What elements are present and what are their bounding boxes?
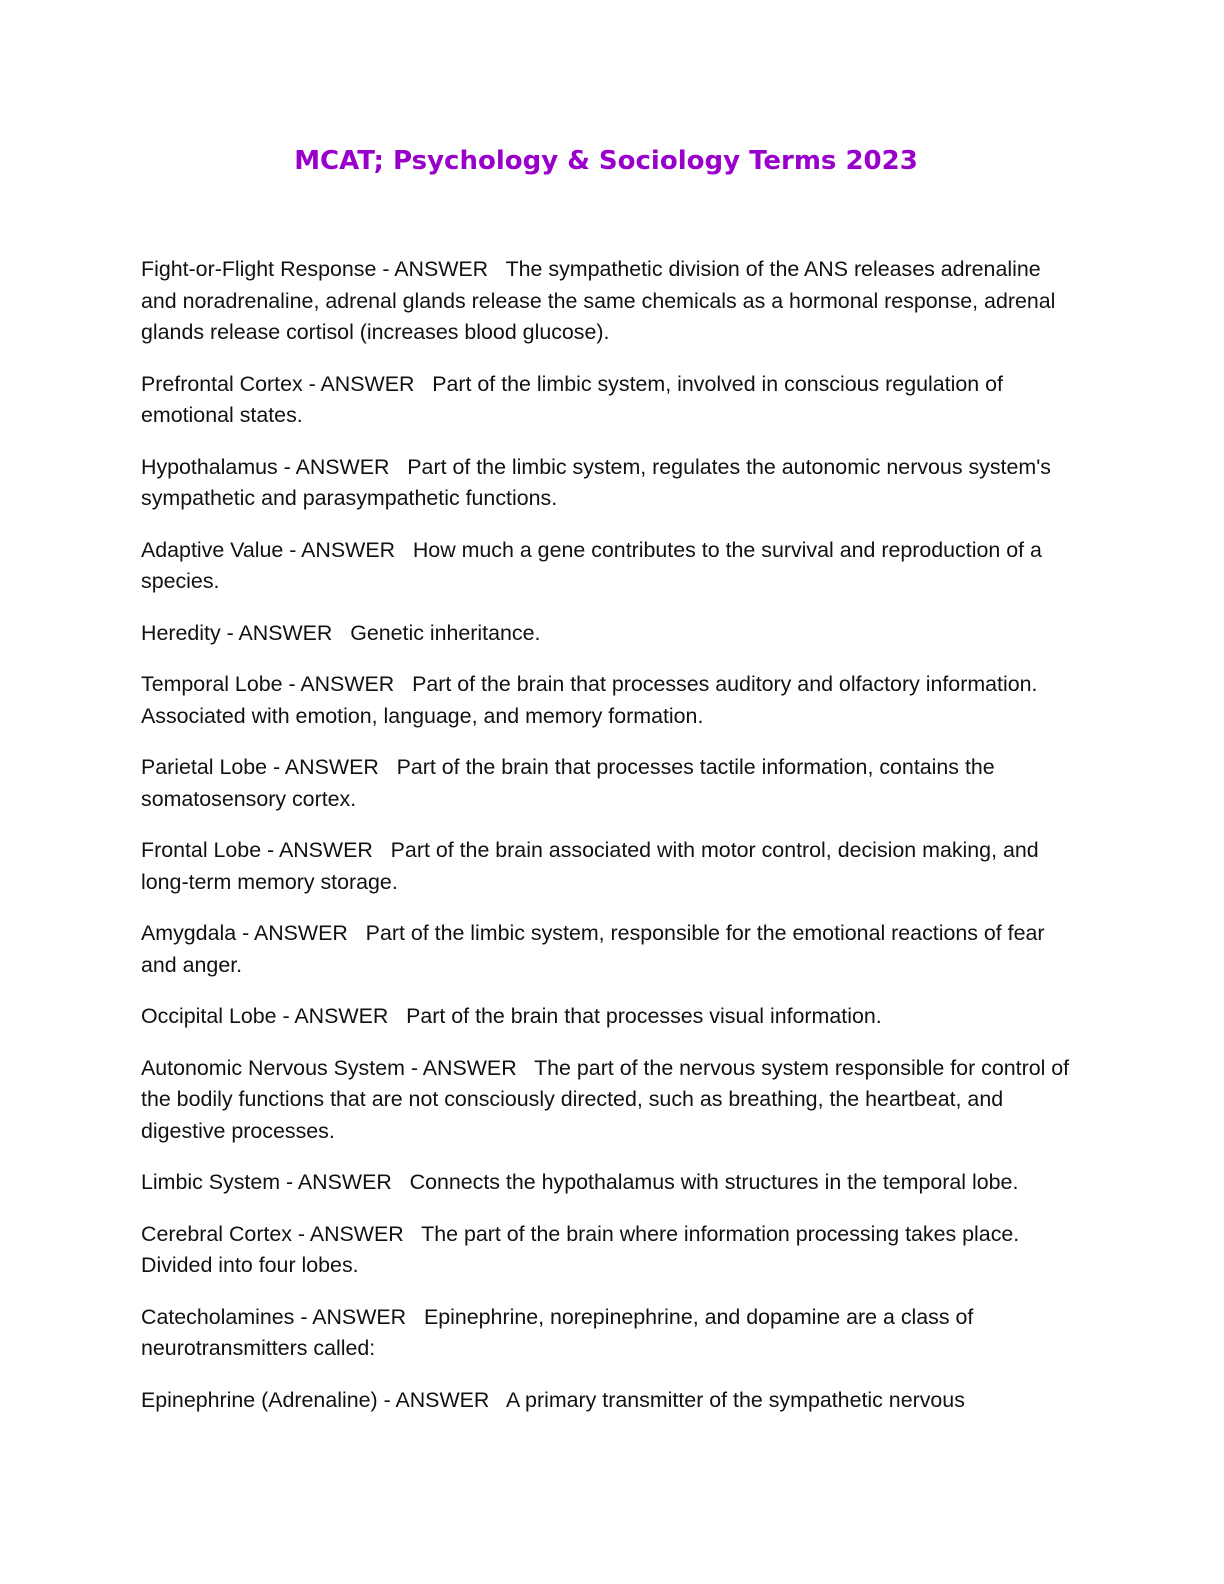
term-definition: Part of the brain that processes tactile information, contains the somatosensory cortex. <box>141 755 995 811</box>
term-name: Temporal Lobe <box>141 672 283 696</box>
term-entry <box>141 1001 1081 1033</box>
term-entry <box>141 669 1081 732</box>
answer-separator: - ANSWER <box>283 537 413 562</box>
term-entry <box>141 618 1081 650</box>
answer-separator: - ANSWER <box>302 371 433 396</box>
term-name: Amygdala <box>141 921 237 945</box>
answer-separator: - ANSWER <box>261 838 391 862</box>
term-name: Heredity <box>141 620 221 645</box>
term-name: Occipital Lobe <box>141 1004 277 1028</box>
answer-separator: - ANSWER <box>376 257 506 281</box>
term-definition: Part of the brain that processes visual information. <box>406 1004 882 1028</box>
term-entry <box>141 369 1081 432</box>
term-name: Epinephrine (Adrenaline) <box>141 1387 378 1412</box>
term-definition: The part of the brain where information processing takes place. Divided into four lobes. <box>141 1221 1020 1277</box>
term-name: Autonomic Nervous System <box>141 1055 405 1080</box>
answer-separator: - ANSWER <box>282 672 413 696</box>
answer-separator: - ANSWER <box>404 1055 535 1080</box>
term-name: Frontal Lobe <box>141 838 262 862</box>
term-list <box>141 254 1081 1436</box>
answer-separator: - ANSWER <box>294 1304 424 1329</box>
term-definition: How much a gene contributes to the survival and reproduction of a species. <box>141 537 1042 593</box>
term-definition: The part of the nervous system responsible for control of the bodily functions that are not consciously directed, such as breathing, the heartbeat, and digestive processes. <box>141 1055 1070 1143</box>
answer-separator: - ANSWER <box>267 755 397 779</box>
term-entry <box>141 752 1081 815</box>
term-definition: Part of the limbic system, involved in conscious regulation of emotional states. <box>141 371 1003 427</box>
term-definition: Part of the limbic system, regulates the autonomic nervous system's sympathetic and parasympathetic functions. <box>141 454 1051 510</box>
term-entry <box>141 452 1081 515</box>
term-name: Prefrontal Cortex <box>141 371 303 396</box>
term-name: Adaptive Value <box>141 537 284 562</box>
term-name: Limbic System <box>141 1170 281 1194</box>
answer-separator: - ANSWER <box>377 1387 507 1412</box>
term-definition: Genetic inheritance. <box>350 620 541 645</box>
page-title: MCAT; Psychology & Sociology Terms 2023 <box>294 146 918 176</box>
term-definition: Part of the brain that processes auditory and olfactory information. Associated with emotion, language, and memory formation. <box>141 672 1038 728</box>
answer-separator: - ANSWER <box>291 1221 422 1246</box>
term-entry <box>141 1053 1081 1148</box>
term-entry <box>141 254 1081 349</box>
term-name: Cerebral Cortex <box>141 1221 292 1246</box>
term-name: Fight-or-Flight Response <box>141 257 377 281</box>
term-definition: Part of the limbic system, responsible for the emotional reactions of fear and anger. <box>141 921 1045 977</box>
term-name: Hypothalamus <box>141 454 278 479</box>
term-definition: The sympathetic division of the ANS releases adrenaline and noradrenaline, adrenal glands release the same chemicals as a hormonal response, adrenal glands release cortisol (increases blood glucose). <box>141 257 1056 344</box>
term-entry <box>141 535 1081 598</box>
answer-separator: - ANSWER <box>280 1170 410 1194</box>
term-name: Catecholamines <box>141 1304 295 1329</box>
term-definition: Part of the brain associated with motor control, decision making, and long-term memory storage. <box>141 838 1039 894</box>
term-entry <box>141 1167 1081 1199</box>
answer-separator: - ANSWER <box>220 620 351 645</box>
term-entry <box>141 1385 1081 1417</box>
answer-separator: - ANSWER <box>276 1004 407 1028</box>
term-entry <box>141 835 1081 898</box>
answer-separator: - ANSWER <box>236 921 366 945</box>
term-definition: Epinephrine, norepinephrine, and dopamine are a class of neurotransmitters called: <box>141 1304 974 1360</box>
term-name: Parietal Lobe <box>141 755 268 779</box>
answer-separator: - ANSWER <box>277 454 408 479</box>
term-definition: Connects the hypothalamus with structures in the temporal lobe. <box>409 1170 1019 1194</box>
term-entry <box>141 1219 1081 1282</box>
term-entry <box>141 918 1081 981</box>
term-entry <box>141 1302 1081 1365</box>
term-definition: A primary transmitter of the sympathetic nervous <box>506 1387 965 1412</box>
